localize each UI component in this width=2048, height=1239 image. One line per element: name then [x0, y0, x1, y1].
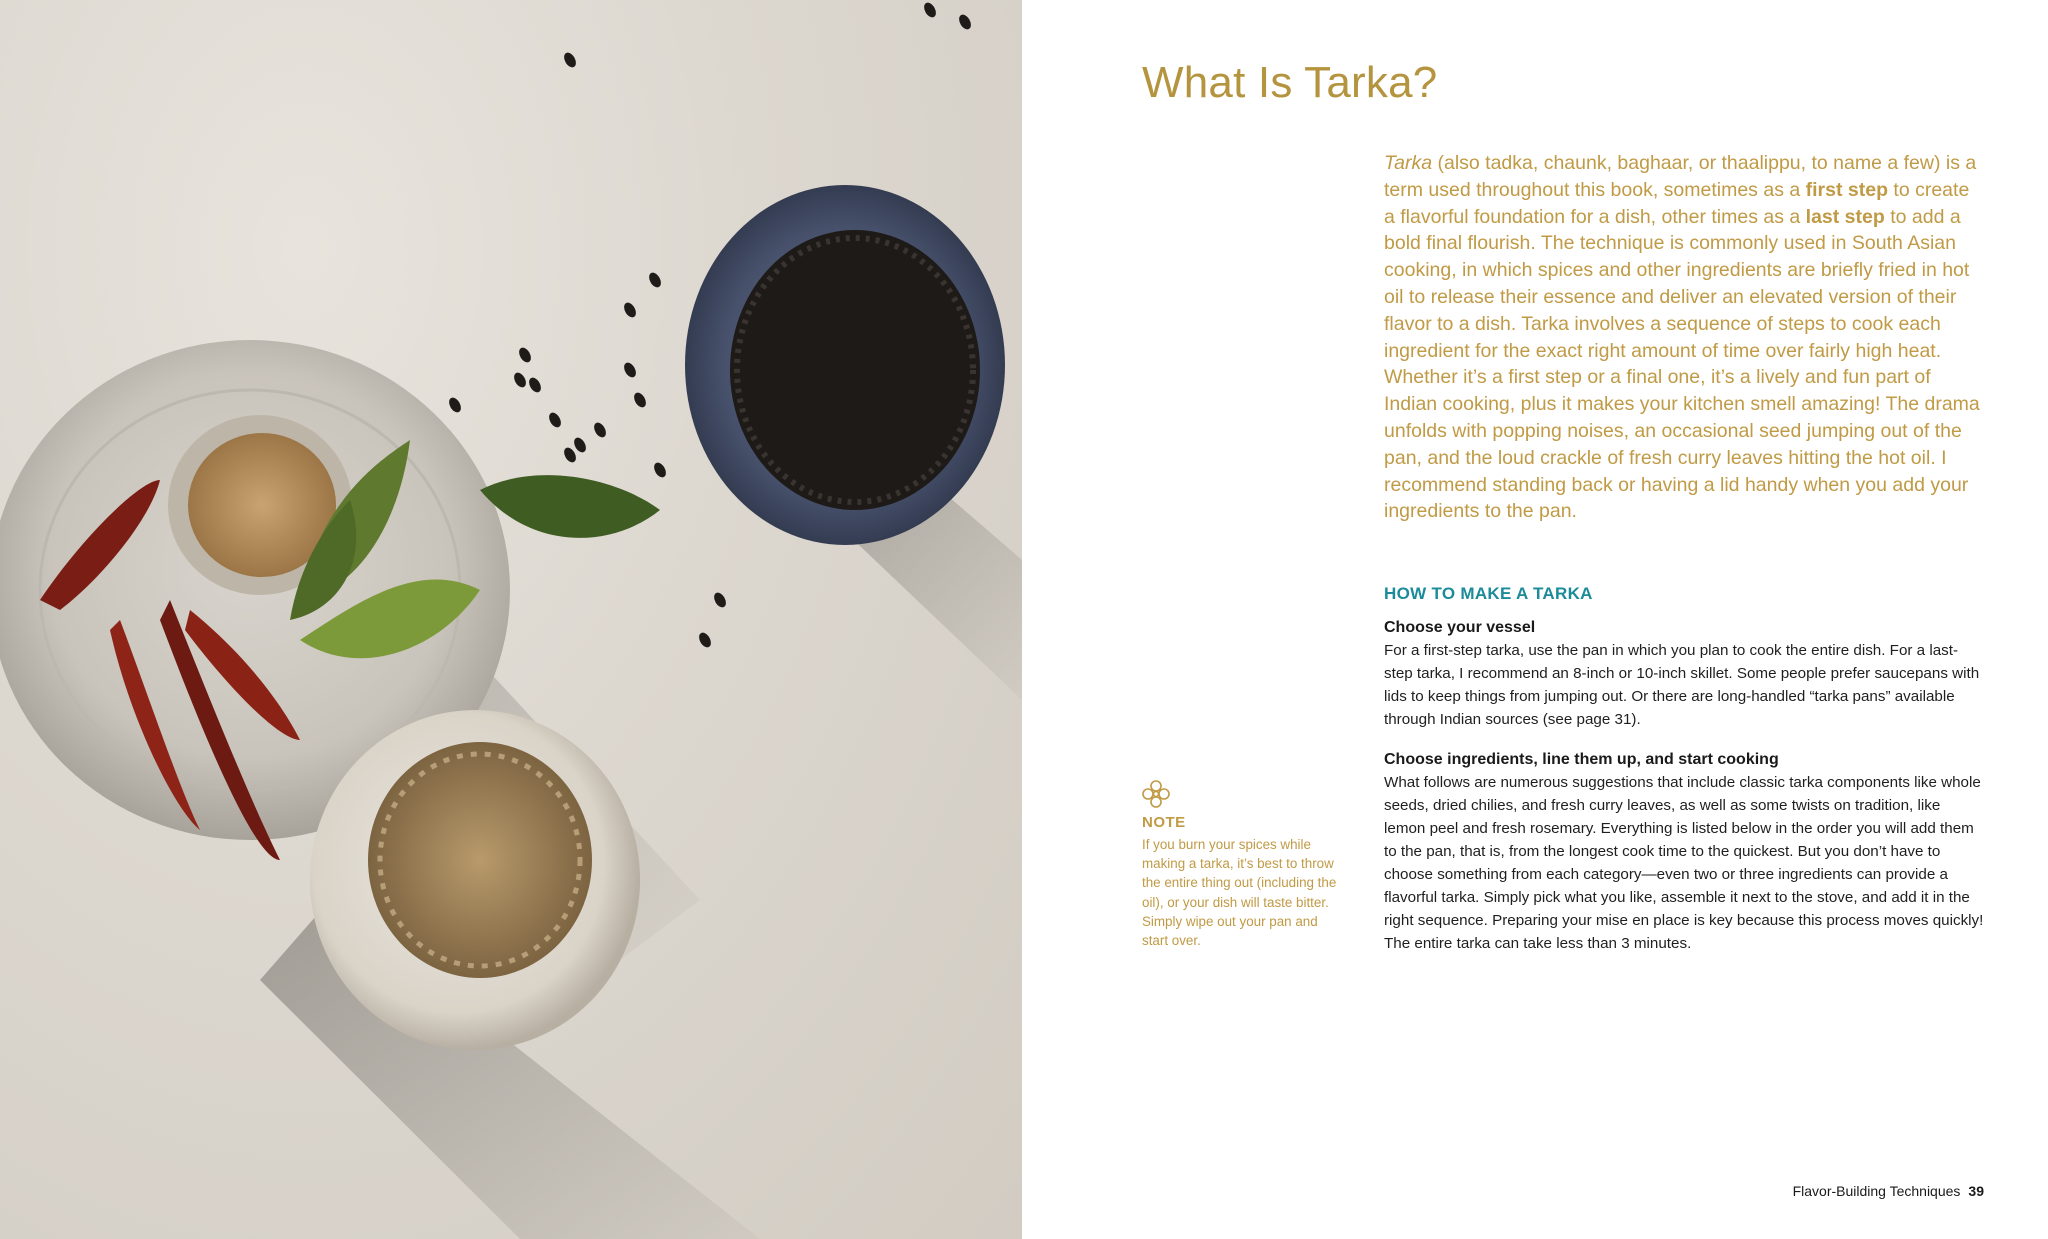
intro-term: Tarka [1384, 152, 1433, 174]
note-sidebar [1142, 780, 1342, 950]
footer-section-title: Flavor-Building Techniques [1792, 1183, 1961, 1199]
intro-text: (also tadka, chaunk, baghaar, or thaalippu, to name a few) is a term used throughout this book, sometimes as a [1384, 152, 1977, 201]
spices-illustration [0, 0, 1022, 1239]
text-page [1022, 0, 2048, 1239]
step-title: Choose your vessel [1384, 619, 1536, 636]
section-heading: HOW TO MAKE A TARKA [1384, 584, 1593, 603]
step-choose-vessel [1384, 616, 1984, 731]
note-body: If you burn your spices while making a tarka, it’s best to throw the entire thing out (including the oil), or your dish will taste bitter. Simply wipe out your pan and start over. [1142, 837, 1337, 949]
note-label: NOTE [1142, 814, 1186, 831]
intro-emphasis-last: last step [1805, 205, 1885, 228]
flower-icon [1142, 780, 1170, 808]
step-title: Choose ingredients, line them up, and start cooking [1384, 751, 1779, 768]
curry-leaf [480, 475, 660, 538]
page-footer [1793, 1183, 1984, 1199]
page-title: What Is Tarka? [1142, 58, 1438, 107]
urad-dal [368, 742, 592, 978]
step-body: What follows are numerous suggestions that include classic tarka components like whole seeds, dried chilies, and fresh curry leaves, as well as some twists on tradition, like lemon peel and fresh rosemary. Everything is listed below in the order you will add them to the pan, that is, from the longest cook time to the quickest. But you don’t have to choose something from each category—even two or three ingredients can provide a flavorful tarka. Simply pick what you like, assemble it next to the stove, and add it in the right sequence. Preparing your mise en place is key because this process moves quickly! The entire tarka can take less than 3 minutes. [1384, 774, 1984, 952]
step-body: For a first-step tarka, use the pan in which you plan to cook the entire dish. For a last-step tarka, I recommend an 8-inch or 10-inch skillet. Some people prefer saucepans with lids to keep things from jumping out. Or there are long-handled “tarka pans” available through Indian sources (see page 31). [1384, 642, 1980, 728]
spices-photo [0, 0, 1022, 1239]
step-choose-ingredients [1384, 748, 1984, 955]
page-number: 39 [1968, 1183, 1984, 1199]
intro-text: to create a flavorful foundation for a dish, other times as a [1384, 178, 1970, 228]
intro-emphasis-first: first step [1805, 178, 1888, 201]
intro-paragraph [1384, 150, 1984, 525]
mustard-seeds [730, 230, 980, 510]
intro-text: to add a bold final flourish. The technique is commonly used in South Asian cooking, in which spices and other ingredients are briefly fried in hot oil to release their essence and deliver an elevated version of their flavor to a dish. Tarka involves a sequence of steps to cook each ingredient for the exact right amount of time over fairly high heat. Whether it’s a first step or a final one, it’s a lively and fun part of Indian cooking, plus it makes your kitchen smell amazing! The drama unfolds with popping noises, an occasional seed jumping out of the pan, and the loud crackle of fresh curry leaves hitting the hot oil. I recommend standing back or having a lid handy when you add your ingredients to the pan. [1384, 205, 1980, 523]
